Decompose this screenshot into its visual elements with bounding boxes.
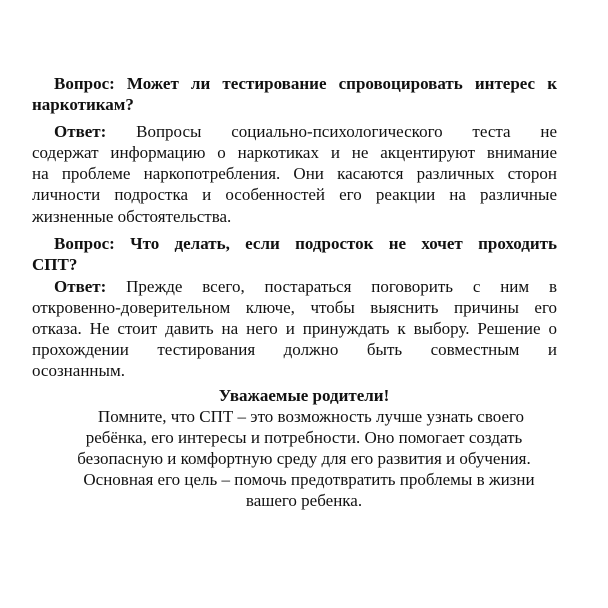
answer-2-label: Ответ: bbox=[54, 277, 107, 296]
question-1-line-1: Вопрос: Может ли тестирование спровоцировать интерес к bbox=[54, 74, 557, 93]
question-2-label: Вопрос: bbox=[54, 234, 115, 253]
answer-2-line-2: откровенно-доверительном ключе, чтобы выяснить причины его bbox=[32, 298, 557, 317]
answer-1-line-3: на проблеме наркопотребления. Они касаются различных сторон bbox=[32, 164, 557, 183]
appeal-line-4: Основная его цель – помочь предотвратить проблемы в жизни bbox=[83, 470, 535, 489]
question-1-label: Вопрос: bbox=[54, 74, 115, 93]
answer-1-line-2: содержат информацию о наркотиках и не акцентируют внимание bbox=[32, 143, 557, 162]
appeal-line-1: Помните, что СПТ – это возможность лучше узнать своего bbox=[97, 407, 525, 426]
question-2-line-2: СПТ? bbox=[32, 255, 78, 274]
answer-2-line-5: осознанным. bbox=[32, 361, 125, 380]
question-1-line-2: наркотикам? bbox=[32, 95, 134, 114]
appeal-line-3: безопасную и комфортную среду для его развития и обучения. bbox=[77, 449, 531, 468]
answer-2-line-1: Ответ: Прежде всего, постараться поговорить с ним в bbox=[54, 277, 557, 296]
answer-2-line-4: прохождении тестирования должно быть совместным и bbox=[32, 340, 557, 359]
question-2-line-1: Вопрос: Что делать, если подросток не хочет проходить bbox=[54, 234, 557, 253]
answer-1-line-5: жизненные обстоятельства. bbox=[32, 207, 232, 226]
appeal-line-5: вашего ребенка. bbox=[245, 491, 363, 510]
appeal-line-2: ребёнка, его интересы и потребности. Оно помогает создать bbox=[85, 428, 523, 447]
answer-1-line-1: Ответ: Вопросы социально-психологического теста не bbox=[54, 122, 557, 141]
appeal-title: Уважаемые родители! bbox=[218, 386, 390, 405]
answer-1-line-4: личности подростка и особенностей его реакции на различные bbox=[32, 185, 557, 204]
answer-2-line-3: отказа. Не стоит давить на него и принуждать к выбору. Решение о bbox=[32, 319, 557, 338]
answer-1-label: Ответ: bbox=[54, 122, 107, 141]
